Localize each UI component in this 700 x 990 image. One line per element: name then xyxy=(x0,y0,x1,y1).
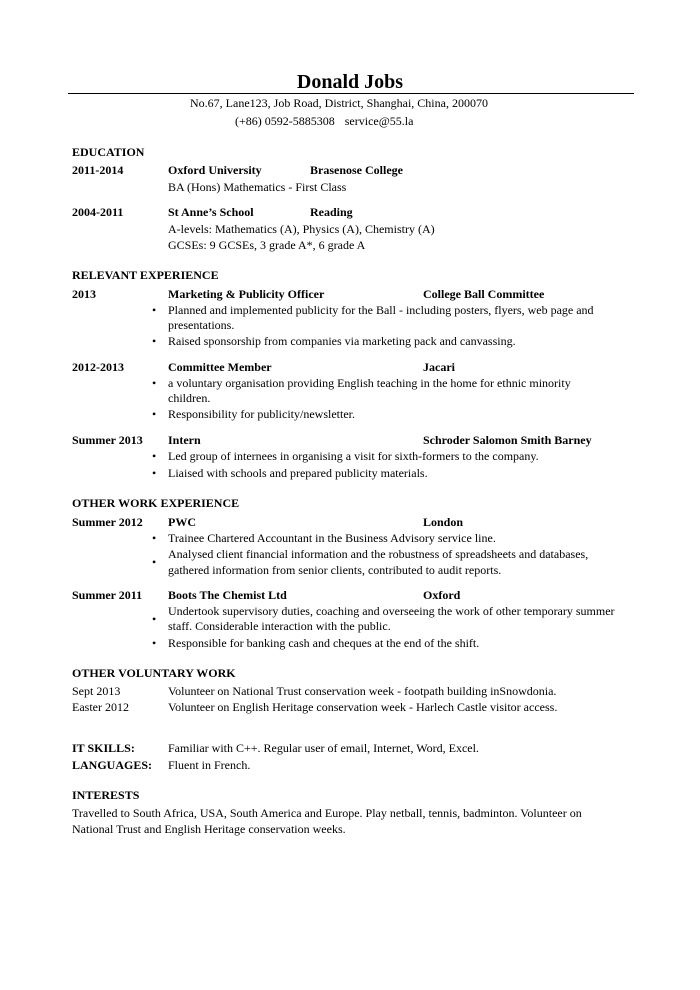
voluntary-text: Volunteer on National Trust conservation week - footpath building inSnowdonia. xyxy=(168,684,557,698)
header-rule xyxy=(68,93,634,94)
education-institution: St Anne’s School xyxy=(168,205,254,219)
job-dates: 2012-2013 xyxy=(72,360,124,374)
job-dates: Summer 2012 xyxy=(72,515,143,529)
bullet-icon: • xyxy=(152,449,157,463)
job-dates: 2013 xyxy=(72,287,96,301)
bullet-text: Trainee Chartered Accountant in the Business Advisory service line. xyxy=(168,531,496,545)
education-heading: EDUCATION xyxy=(72,145,145,159)
contact-line xyxy=(235,114,413,129)
voluntary-heading: OTHER VOLUNTARY WORK xyxy=(72,666,236,680)
languages-label: LANGUAGES: xyxy=(72,758,153,772)
interests-text: National Trust and English Heritage conservation weeks. xyxy=(72,822,346,836)
bullet-text: Responsible for banking cash and cheques at the end of the shift. xyxy=(168,636,480,650)
job-role: Committee Member xyxy=(168,360,272,374)
phone: (+86) 0592-5885308 xyxy=(235,114,335,128)
address: No.67, Lane123, Job Road, District, Shanghai, China, 200070 xyxy=(190,96,488,110)
relevant-experience-heading: RELEVANT EXPERIENCE xyxy=(72,268,219,282)
bullet-text: gathered information from senior clients, contributed to audit reports. xyxy=(168,563,502,577)
bullet-icon: • xyxy=(152,636,157,650)
bullet-text: Undertook supervisory duties, coaching and overseeing the work of other temporary summer xyxy=(168,604,615,618)
voluntary-dates: Sept 2013 xyxy=(72,684,121,698)
voluntary-text: Volunteer on English Heritage conservation week - Harlech Castle visitor access. xyxy=(168,700,558,714)
bullet-icon: • xyxy=(152,466,157,480)
job-dates: Summer 2011 xyxy=(72,588,143,602)
bullet-text: Raised sponsorship from companies via marketing pack and canvassing. xyxy=(168,334,516,348)
bullet-icon: • xyxy=(152,334,157,348)
bullet-text: Led group of internees in organising a visit for sixth-formers to the company. xyxy=(168,449,539,463)
bullet-text: Analysed client financial information and the robustness of spreadsheets and databases, xyxy=(168,547,589,561)
education-college: Brasenose College xyxy=(310,163,403,177)
bullet-text: Responsibility for publicity/newsletter. xyxy=(168,407,355,421)
job-role: Marketing & Publicity Officer xyxy=(168,287,325,301)
bullet-icon: • xyxy=(152,612,157,626)
education-detail: GCSEs: 9 GCSEs, 3 grade A*, 6 grade A xyxy=(168,238,366,252)
bullet-text: a voluntary organisation providing English teaching in the home for ethnic minority xyxy=(168,376,571,390)
job-role: Boots The Chemist Ltd xyxy=(168,588,287,602)
education-detail: BA (Hons) Mathematics - First Class xyxy=(168,180,347,194)
candidate-name: Donald Jobs xyxy=(296,71,404,93)
it-skills-text: Familiar with C++. Regular user of email, Internet, Word, Excel. xyxy=(168,741,479,755)
education-detail: A-levels: Mathematics (A), Physics (A), Chemistry (A) xyxy=(168,222,435,236)
bullet-icon: • xyxy=(152,407,157,421)
bullet-text: Planned and implemented publicity for the Ball - including posters, flyers, web page and xyxy=(168,303,594,317)
bullet-text: children. xyxy=(168,391,211,405)
interests-text: Travelled to South Africa, USA, South America and Europe. Play netball, tennis, badminton. Volunteer on xyxy=(72,806,582,820)
email: service@55.la xyxy=(344,114,414,128)
bullet-text: Liaised with schools and prepared publicity materials. xyxy=(168,466,428,480)
job-org: College Ball Committee xyxy=(423,287,545,301)
job-org: London xyxy=(423,515,464,529)
other-work-heading: OTHER WORK EXPERIENCE xyxy=(72,496,240,510)
bullet-icon: • xyxy=(152,531,157,545)
education-institution: Oxford University xyxy=(168,163,262,177)
bullet-icon: • xyxy=(152,376,157,390)
job-role: PWC xyxy=(168,515,196,529)
education-location: Reading xyxy=(310,205,353,219)
education-dates: 2004-2011 xyxy=(72,205,124,219)
bullet-icon: • xyxy=(152,555,157,569)
voluntary-dates: Easter 2012 xyxy=(72,700,129,714)
job-role: Intern xyxy=(168,433,201,447)
languages-text: Fluent in French. xyxy=(168,758,251,772)
bullet-icon: • xyxy=(152,303,157,317)
job-org: Schroder Salomon Smith Barney xyxy=(423,433,592,447)
job-org: Oxford xyxy=(423,588,461,602)
job-org: Jacari xyxy=(423,360,455,374)
it-skills-label: IT SKILLS: xyxy=(72,741,135,755)
interests-heading: INTERESTS xyxy=(72,788,140,802)
bullet-text: presentations. xyxy=(168,318,235,332)
bullet-text: staff. Considerable interaction with the public. xyxy=(168,619,391,633)
job-dates: Summer 2013 xyxy=(72,433,143,447)
education-dates: 2011-2014 xyxy=(72,163,124,177)
